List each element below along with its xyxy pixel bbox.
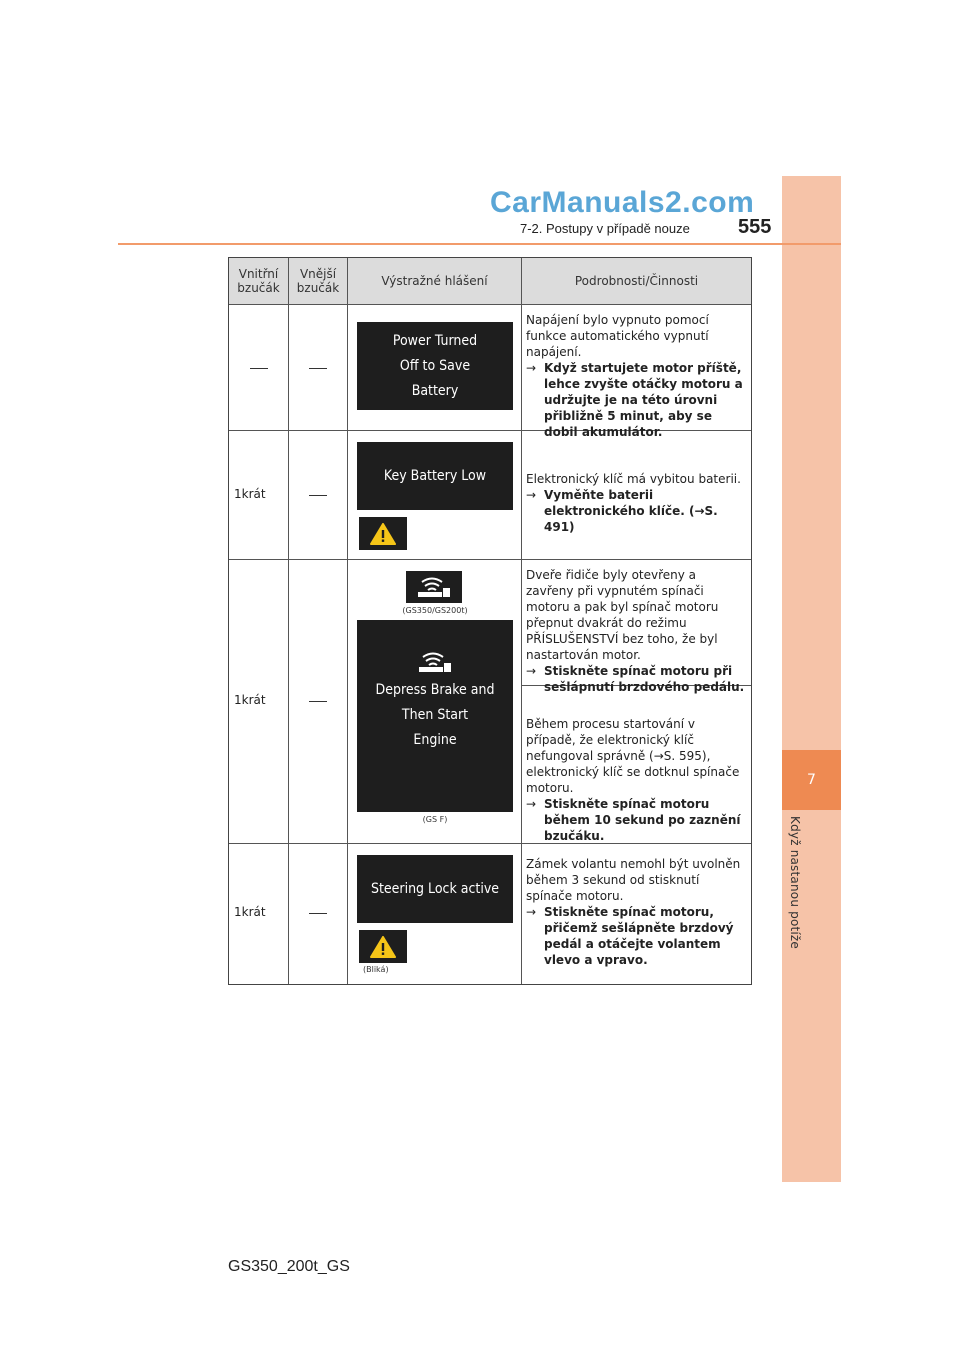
col-header-details: Podrobnosti/Činnosti bbox=[522, 258, 751, 304]
details-paragraph: Zámek volantu nemohl být uvolněn během 3 sekund od stisknutí spínače motoru. bbox=[526, 857, 741, 903]
details-text bbox=[526, 567, 746, 695]
page-number: 555 bbox=[738, 216, 772, 238]
chapter-number: 7 bbox=[782, 750, 841, 810]
internal-count: 1krát bbox=[234, 693, 266, 707]
details-paragraph: Napájení bylo vypnuto pomocí funkce automatického vypnutí napájení. bbox=[526, 313, 709, 359]
arrow-right-icon: → bbox=[526, 797, 537, 811]
action-text: Stiskněte spínač motoru, přičemž sešlápněte brzdový pedál a otáčejte volantem vlevo a vpravo. bbox=[544, 905, 734, 967]
grid-line bbox=[229, 559, 751, 560]
dash-external bbox=[309, 701, 327, 702]
message-screen bbox=[357, 442, 513, 510]
header-rule bbox=[118, 243, 841, 245]
internal-count: 1krát bbox=[234, 905, 266, 919]
action-item bbox=[526, 487, 746, 535]
grid-line bbox=[347, 258, 348, 984]
details-text bbox=[526, 471, 746, 535]
footer-model-code: GS350_200t_GS bbox=[228, 1258, 350, 1275]
grid-line bbox=[288, 258, 289, 984]
screen-line: Steering Lock active bbox=[370, 880, 500, 897]
screen-line: Power Turned bbox=[392, 332, 478, 349]
action-text: Stiskněte spínač motoru při sešlápnutí brzdového pedálu. bbox=[544, 664, 745, 694]
message-screen bbox=[357, 322, 513, 410]
arrow-right-icon: → bbox=[526, 361, 537, 375]
dash-internal bbox=[250, 368, 268, 369]
dash-external bbox=[309, 495, 327, 496]
action-item bbox=[526, 663, 746, 695]
internal-count: 1krát bbox=[234, 487, 266, 501]
details-text bbox=[526, 856, 746, 968]
screen-line: Engine bbox=[413, 732, 457, 748]
key-signal-icon bbox=[416, 576, 452, 598]
variant-label: (GS350/GS200t) bbox=[402, 606, 468, 615]
screen-line: Depress Brake and bbox=[375, 682, 495, 698]
chapter-title: Když nastanou potíže bbox=[788, 816, 802, 950]
variant-label: (GS F) bbox=[422, 815, 448, 824]
arrow-right-icon: → bbox=[526, 488, 537, 502]
action-text: Když startujete motor příště, lehce zvyšte otáčky motoru a udržujte je na této úrovni přibližně 5 minut, aby se dobil akumulátor. bbox=[544, 361, 743, 439]
section-title: 7-2. Postupy v případě nouze bbox=[520, 221, 690, 236]
arrow-right-icon: → bbox=[526, 905, 537, 919]
screen-line: Off to Save bbox=[399, 357, 471, 374]
details-paragraph: Dveře řidiče byly otevřeny a zavřeny při vypnutém spínači motoru a pak byl spínač motoru přepnut dvakrát do režimu PŘÍSLUŠENSTVÍ bez toho, že byl nastartován motor. bbox=[526, 568, 719, 662]
action-text: Stiskněte spínač motoru během 10 sekund po zaznění bzučáku. bbox=[544, 797, 741, 843]
screen-line: Key Battery Low bbox=[383, 467, 487, 484]
dash-external bbox=[309, 913, 327, 914]
key-indicator bbox=[406, 571, 462, 603]
grid-line bbox=[229, 304, 751, 305]
screen-line: Battery bbox=[411, 382, 459, 399]
arrow-right-icon: → bbox=[526, 664, 537, 678]
warning-table bbox=[228, 257, 752, 985]
warning-indicator bbox=[359, 517, 407, 550]
warning-triangle-icon bbox=[370, 523, 396, 545]
message-screen bbox=[357, 620, 513, 812]
warning-indicator bbox=[359, 930, 407, 963]
details-text bbox=[526, 716, 746, 844]
action-text: Vyměňte baterii elektronického klíče. (→S. 491) bbox=[544, 488, 718, 534]
action-item bbox=[526, 796, 746, 844]
col-header-external: Vnější bzučák bbox=[289, 258, 347, 304]
dash-external bbox=[309, 368, 327, 369]
blink-note: (Bliká) bbox=[363, 965, 389, 974]
col-header-message: Výstražné hlášení bbox=[348, 258, 521, 304]
screen-line: Then Start bbox=[401, 707, 469, 723]
action-item bbox=[526, 904, 746, 968]
watermark: CarManuals2.com bbox=[490, 186, 755, 219]
message-screen bbox=[357, 855, 513, 923]
grid-line bbox=[521, 258, 522, 984]
warning-triangle-icon bbox=[370, 936, 396, 958]
details-paragraph: Během procesu startování v případě, že elektronický klíč nefungoval správně (→S. 595), elektronický klíč se dotknul spínače motoru. bbox=[526, 717, 740, 795]
chapter-tab-strip bbox=[782, 176, 841, 1182]
key-signal-icon bbox=[417, 650, 453, 674]
action-item bbox=[526, 360, 746, 440]
col-header-internal: Vnitřní bzučák bbox=[229, 258, 288, 304]
details-paragraph: Elektronický klíč má vybitou baterii. bbox=[526, 472, 741, 486]
details-text bbox=[526, 312, 746, 440]
